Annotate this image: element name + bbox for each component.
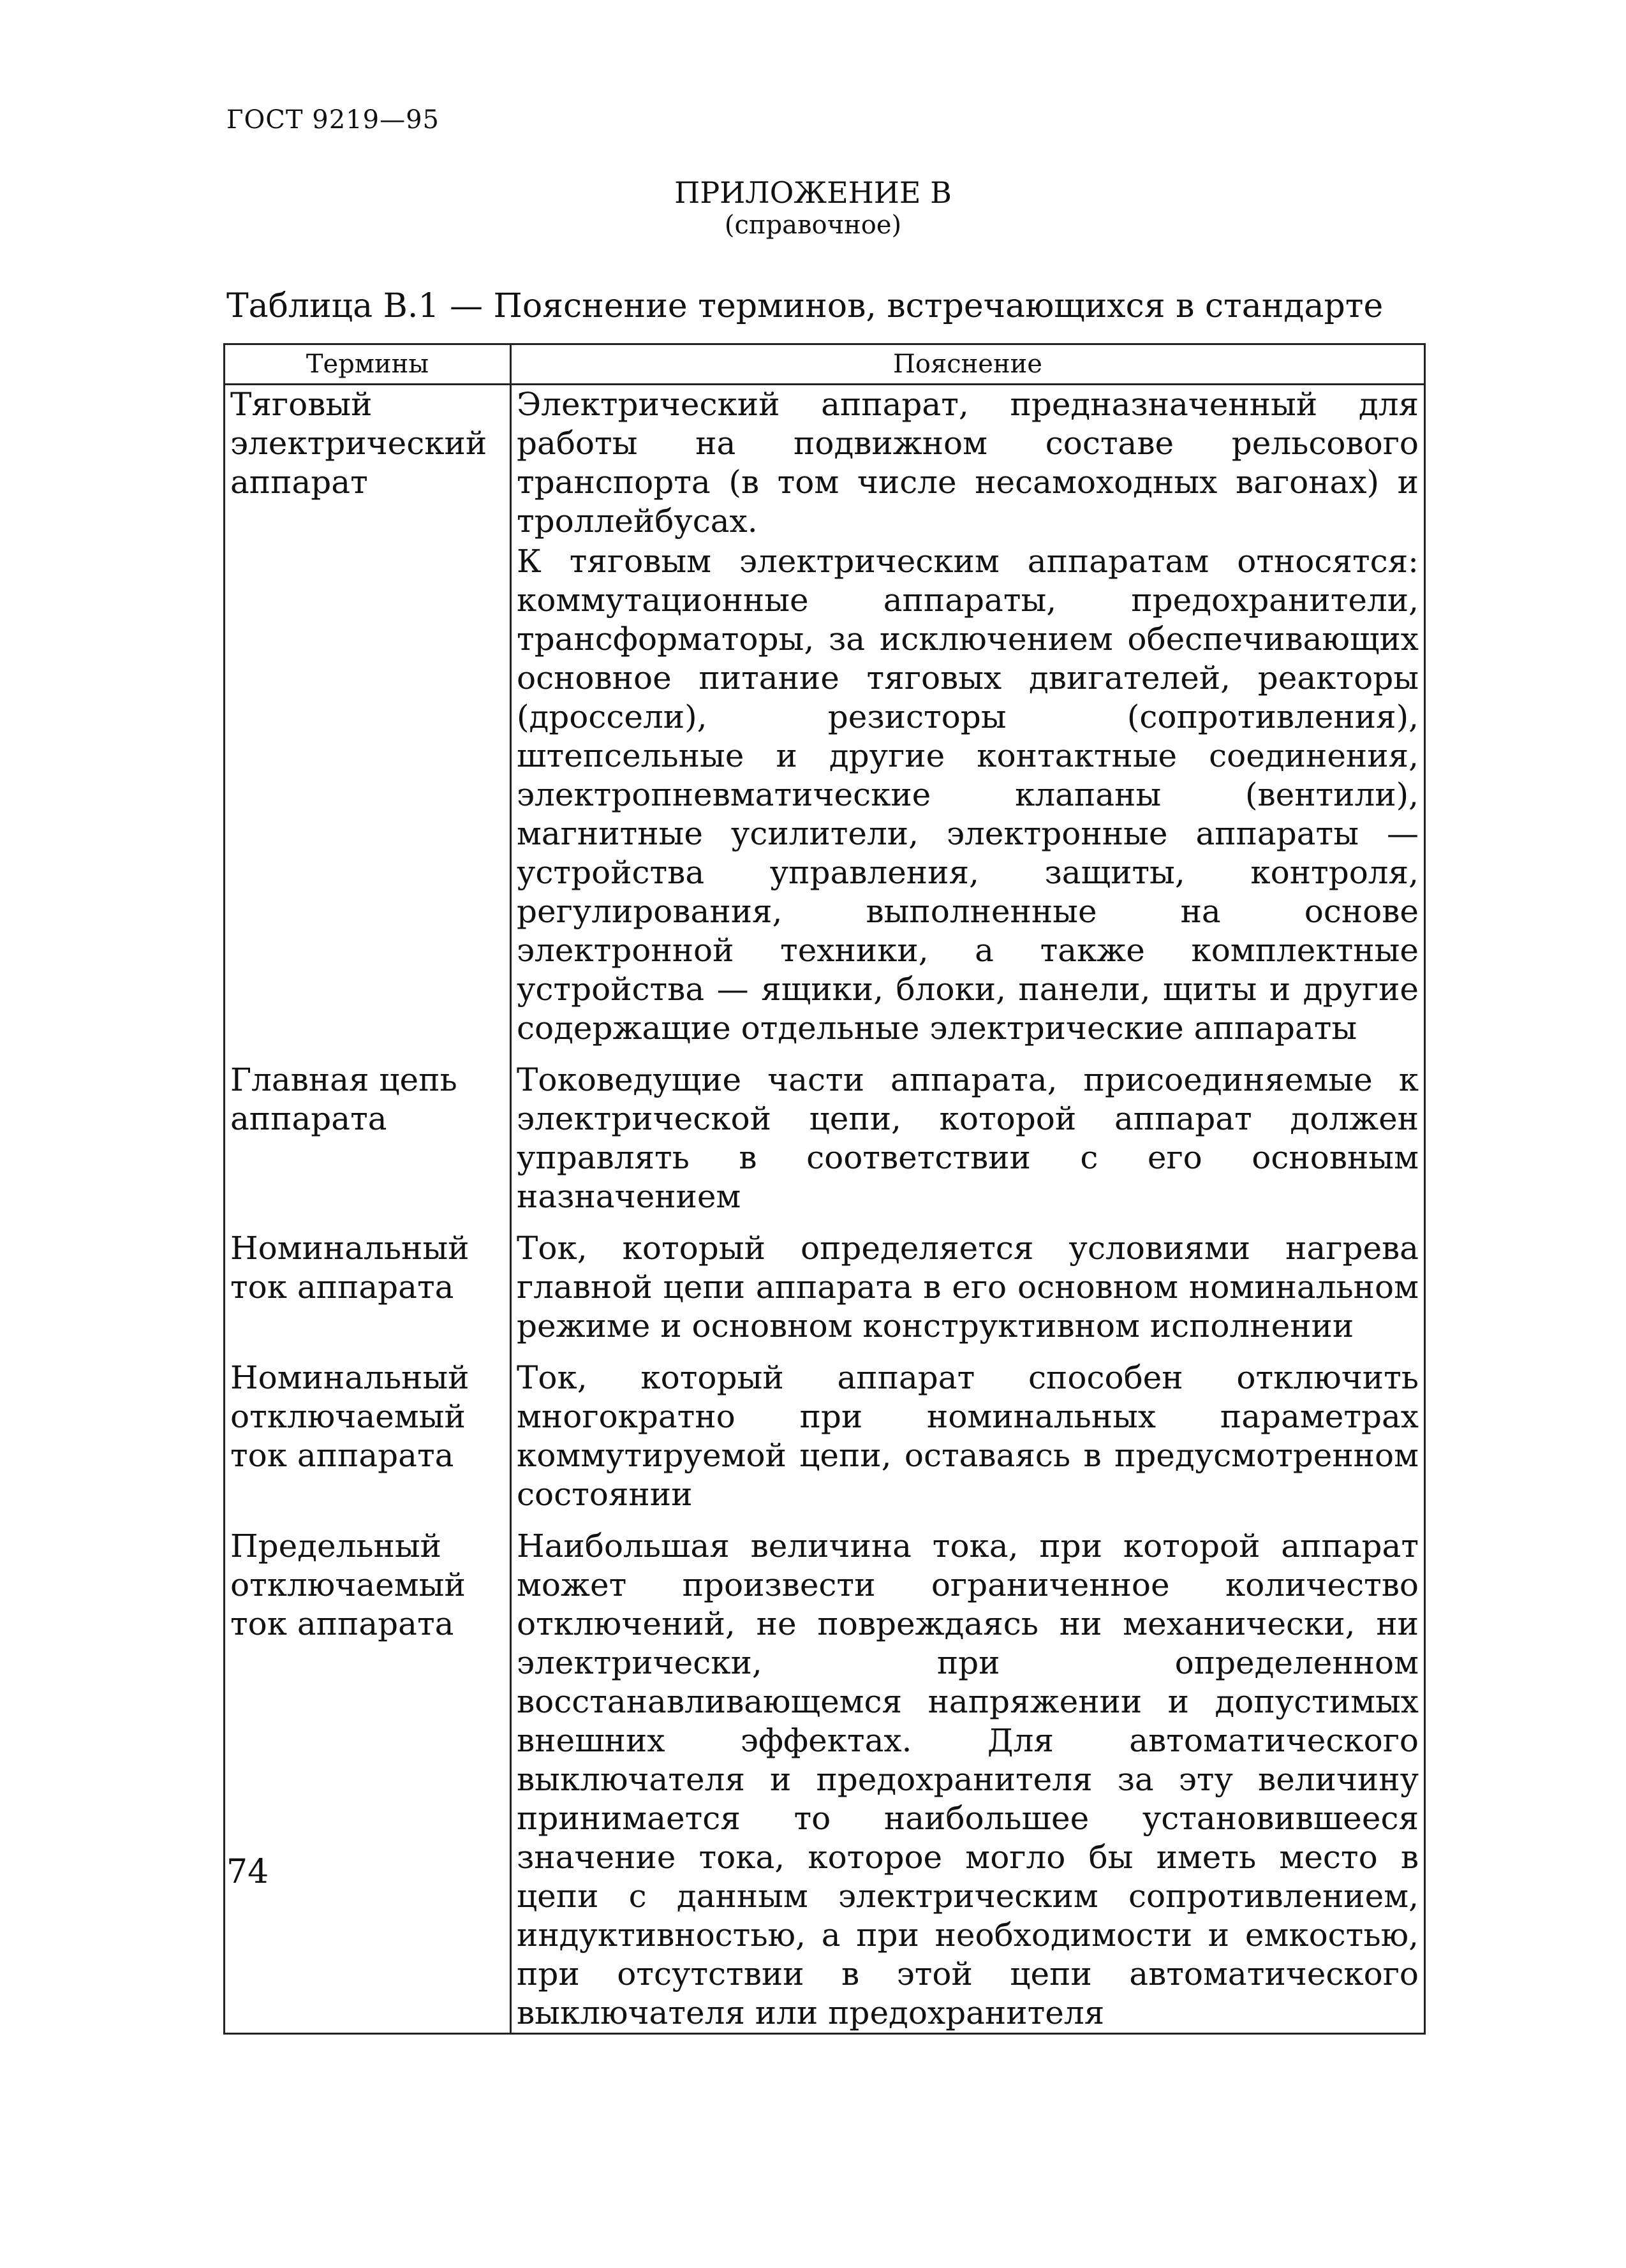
table-row [225,1061,1425,1216]
explanation-paragraph: Наибольшая величина тока, при которой аппарат может произвести ограниченное количество отключений, не повреждаясь ни механически, ни электрически, при определенном восстанавливающемся напряжении и допустимых внешних эффектах. Для автоматического выключателя и предохранителя за эту величину принимается то наибольшее установившееся значение тока, которое могло бы иметь место в цепи с данным электрическим сопротивлением, индуктивностью, а при необходимости и емкостью, при отсутствии в этой цепи автоматического выключателя или предохранителя [517,1528,1419,2031]
explanation-cell [511,1229,1425,1346]
term-cell: Предельный отключаемый ток аппарата [225,1527,511,2034]
table-caption: Таблица В.1 — Пояснение терминов, встречающихся в стандарте [226,287,1384,325]
explanation-paragraph: Электрический аппарат, предназначенный для работы на подвижном составе рельсового транспорта (в том числе несамоходных вагонах) и троллейбусах. [517,386,1419,540]
column-header-terms: Термины [225,344,511,385]
page-number: 74 [226,1853,269,1891]
explanation-paragraph: Токоведущие части аппарата, присоединяемые к электрической цепи, которой аппарат должен управлять в соответствии с его основным назначением [517,1061,1419,1215]
appendix-subtitle: (справочное) [724,210,902,240]
appendix-title: ПРИЛОЖЕНИЕ В [674,175,952,210]
explanation-paragraph: Ток, который определяется условиями нагрева главной цепи аппарата в его основном номинальном режиме и основном конструктивном исполнении [517,1230,1419,1344]
term-cell: Номинальный отключаемый ток аппарата [225,1359,511,1514]
term-cell: Тяговый электрический аппарат [225,385,511,1049]
terms-table [223,343,1426,2035]
document-code: ГОСТ 9219—95 [226,105,440,135]
column-header-explanation: Пояснение [511,344,1425,385]
explanation-paragraph: К тяговым электрическим аппаратам относятся: коммутационные аппараты, предохранители, трансформаторы, за исключением обеспечивающих основное питание тяговых двигателей, реакторы (дроссели), резисторы (сопротивления), штепсельные и другие контактные соединения, электропневматические клапаны (вентили), магнитные усилители, электронные аппараты — устройства управления, защиты, контроля, регулирования, выполненные на основе электронной техники, а также комплектные устройства — ящики, блоки, панели, щиты и другие содержащие отдельные электрические аппараты [517,543,1419,1047]
table-row [225,1527,1425,2034]
explanation-cell [511,1527,1425,2034]
term-cell: Номинальный ток аппарата [225,1229,511,1346]
explanation-paragraph: Ток, который аппарат способен отключить многократно при номинальных параметрах коммутируемой цепи, оставаясь в предусмотренном состоянии [517,1359,1419,1513]
table-header-row [225,344,1425,385]
table-row [225,1359,1425,1514]
explanation-cell [511,1359,1425,1514]
explanation-cell [511,385,1425,1049]
table-row [225,385,1425,1049]
explanation-cell [511,1061,1425,1216]
term-cell: Главная цепь аппарата [225,1061,511,1216]
table-row [225,1229,1425,1346]
